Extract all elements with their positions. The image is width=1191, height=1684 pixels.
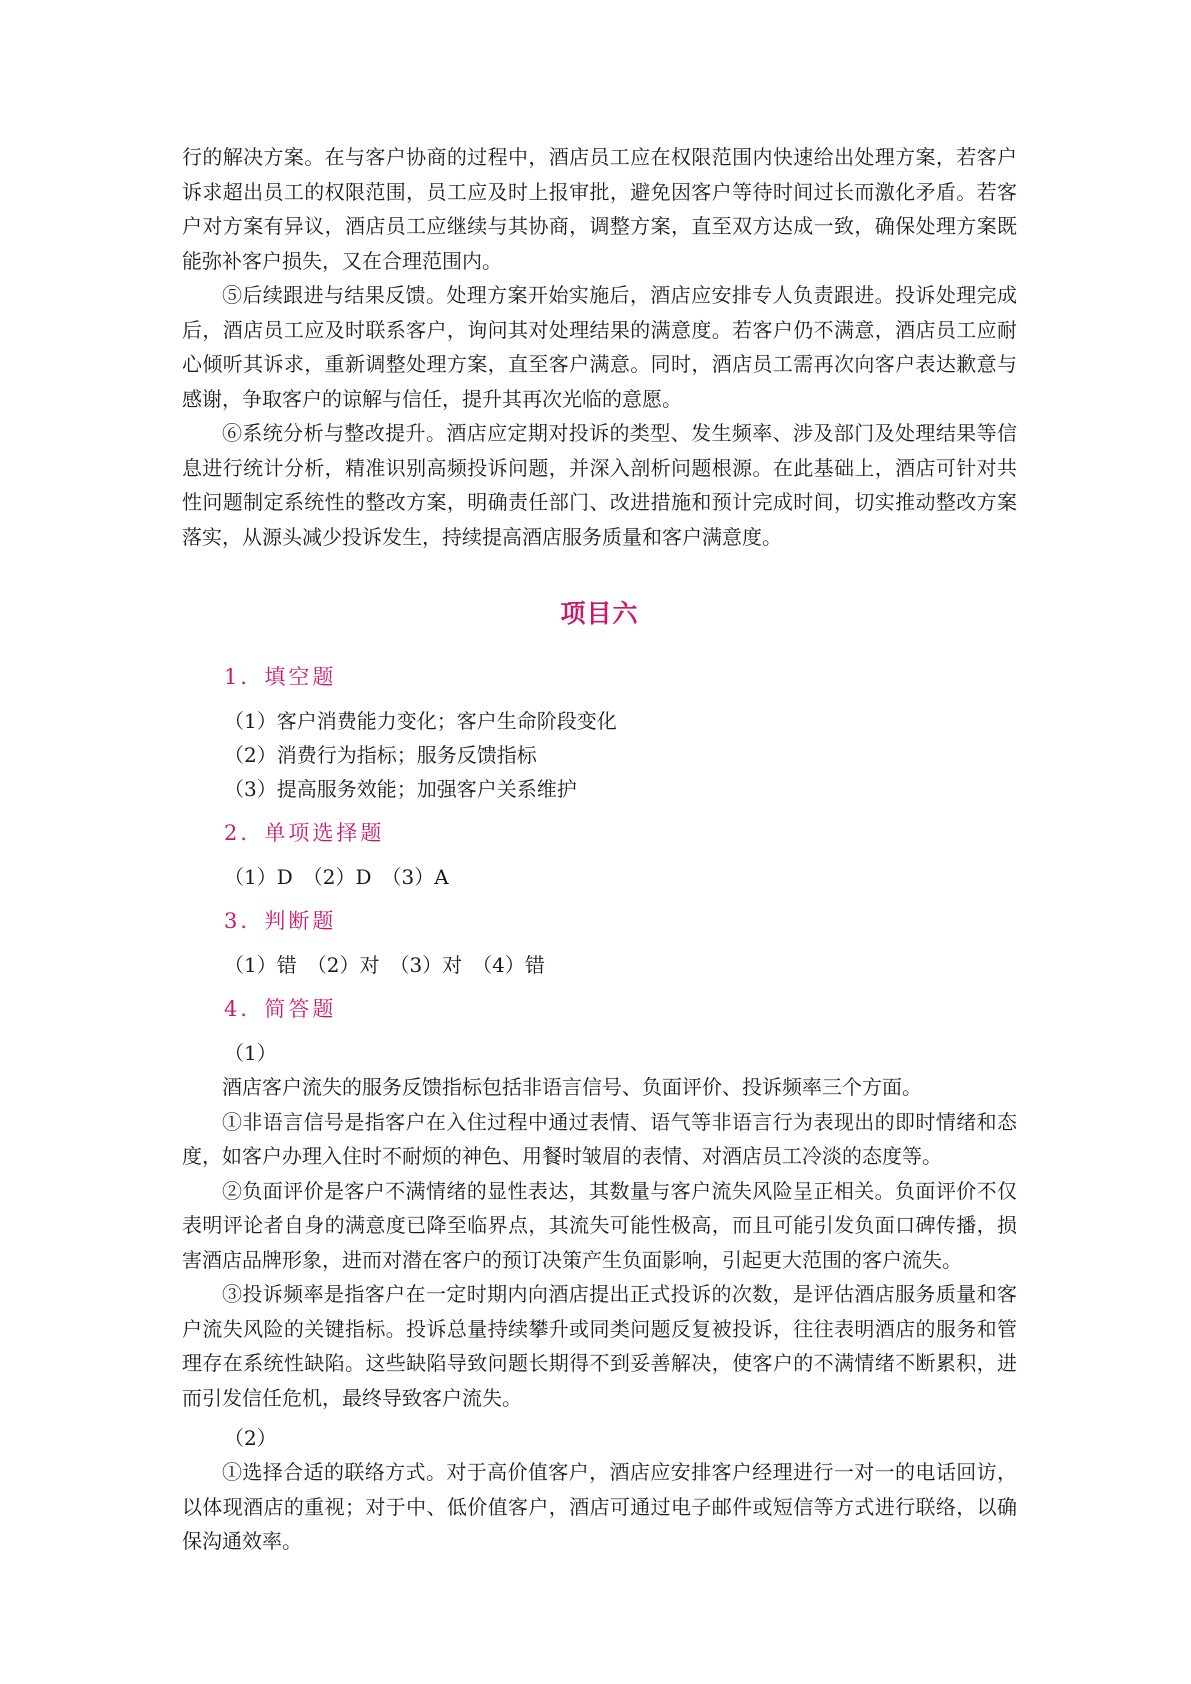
page-content [182,140,1017,1559]
question-heading-fill-blank: 1．填空题 [224,665,337,689]
question-heading-single-choice: 2．单项选择题 [224,821,385,845]
question-heading-short-answer: 4．简答题 [224,997,337,1021]
answer-item: （2）消费行为指标；服务反馈指标 [224,743,537,767]
short-answer-paragraph: 酒店客户流失的服务反馈指标包括非语言信号、负面评价、投诉频率三个方面。 [222,1075,922,1099]
section-title: 项目六 [560,599,639,628]
answer-item: （1）错 （2）对 （3）对 （4）错 [224,953,545,977]
answer-item: （1）D （2）D （3）A [224,865,449,889]
short-answer-paragraph: ①选择合适的联络方式。对于高价值客户，酒店应安排客户经理进行一对一的电话回访，以体现酒店的重视；对于中、低价值客户，酒店可通过电子邮件或短信等方式进行联络，以确保沟通效率。 [182,1460,1017,1553]
short-answer-paragraph: ②负面评价是客户不满情绪的显性表达，其数量与客户流失风险呈正相关。负面评价不仅表明评论者自身的满意度已降至临界点，其流失可能性极高，而且可能引发负面口碑传播，损害酒店品牌形象，进而对潜在客户的预订决策产生负面影响，引起更大范围的客户流失。 [182,1178,1017,1272]
short-answer-number-2: （2） [224,1426,277,1450]
short-answer-paragraph: ①非语言信号是指客户在入住过程中通过表情、语气等非语言行为表现出的即时情绪和态度，如客户办理入住时不耐烦的神色、用餐时皱眉的表情、对酒店员工冷淡的态度等。 [182,1109,1017,1168]
answer-item: （1）客户消费能力变化；客户生命阶段变化 [224,709,617,733]
paragraph-follow-up: ⑤后续跟进与结果反馈。处理方案开始实施后，酒店应安排专人负责跟进。投诉处理完成后，酒店员工应及时联系客户，询问其对处理结果的满意度。若客户仍不满意，酒店员工应耐心倾听其诉求，重新调整处理方案，直至客户满意。同时，酒店员工需再次向客户表达歉意与感谢，争取客户的谅解与信任，提升其再次光临的意愿。 [182,283,1017,411]
short-answer-number-1: （1） [224,1041,277,1065]
paragraph-analysis: ⑥系统分析与整改提升。酒店应定期对投诉的类型、发生频率、涉及部门及处理结果等信息进行统计分析，精准识别高频投诉问题，并深入剖析问题根源。在此基础上，酒店可针对共性问题制定系统性的整改方案，明确责任部门、改进措施和预计完成时间，切实推动整改方案落实，从源头减少投诉发生，持续提高酒店服务质量和客户满意度。 [182,421,1017,549]
short-answer-paragraph: ③投诉频率是指客户在一定时期内向酒店提出正式投诉的次数，是评估酒店服务质量和客户流失风险的关键指标。投诉总量持续攀升或同类问题反复被投诉，往往表明酒店的服务和管理存在系统性缺陷。这些缺陷导致问题长期得不到妥善解决，使客户的不满情绪不断累积，进而引发信任危机，最终导致客户流失。 [182,1282,1017,1410]
answer-item: （3）提高服务效能；加强客户关系维护 [224,777,577,801]
answer-list-fill-blank [182,704,1017,806]
question-heading-true-false: 3．判断题 [224,909,337,933]
paragraph-continuation: 行的解决方案。在与客户协商的过程中，酒店员工应在权限范围内快速给出处理方案，若客户诉求超出员工的权限范围，员工应及时上报审批，避免因客户等待时间过长而激化矛盾。若客户对方案有异议，酒店员工应继续与其协商，调整方案，直至双方达成一致，确保处理方案既能弥补客户损失，又在合理范围内。 [182,145,1017,273]
answer-list-true-false [182,948,1017,982]
answer-list-single-choice [182,860,1017,894]
